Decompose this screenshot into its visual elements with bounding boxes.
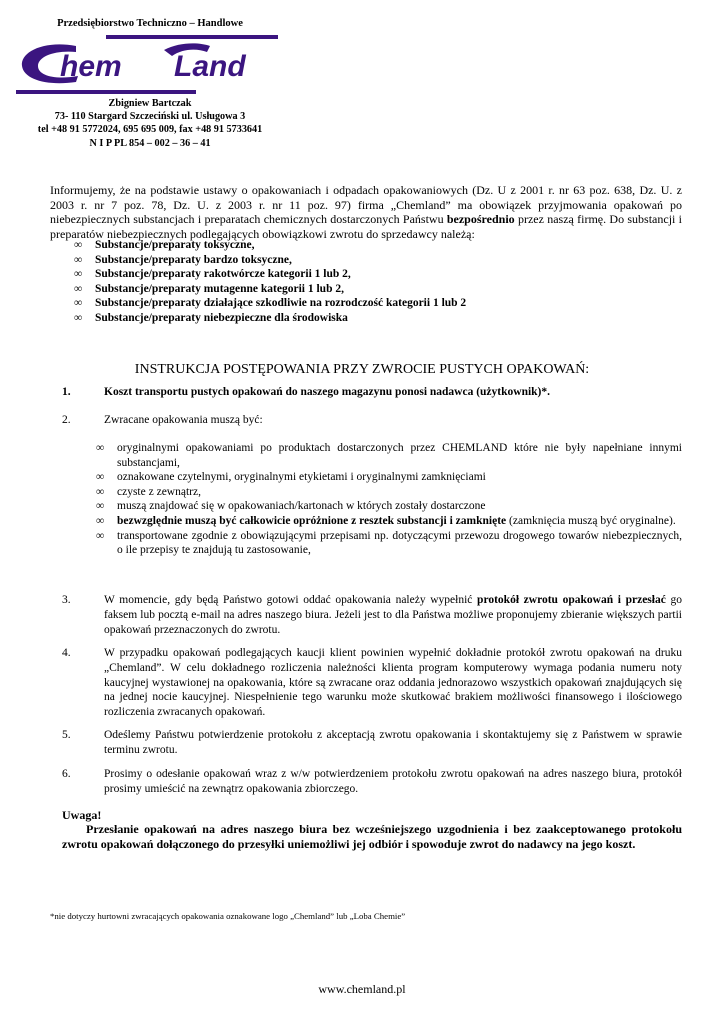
substance-label: Substancje/preparaty mutagenne kategorii 1 lub 2,: [95, 282, 344, 295]
list-item: [74, 296, 674, 311]
item-number: 1.: [62, 386, 71, 398]
substance-label: Substancje/preparaty rakotwórcze kategorii 1 lub 2,: [95, 268, 351, 281]
logo-text-hem: hem: [60, 50, 122, 83]
item-number: 6.: [62, 768, 71, 780]
condition-text-bold: bezwzględnie muszą być całkowicie opróżnione z resztek substancji i zamknięte: [117, 514, 507, 527]
condition-text: czyste z zewnątrz,: [117, 485, 201, 498]
company-info: [20, 97, 280, 150]
company-address: 73- 110 Stargard Szczeciński ul. Usługowa 3: [54, 111, 246, 123]
condition-text: oryginalnymi opakowaniami po produktach dostarczonych przez CHEMLAND które nie były napełniane innymi substancjami,: [117, 442, 682, 469]
item-text-part: go faksem lub pocztą e-mail na adres naszego biura. Jeżeli jest to dla Państwa możliwe proponujemy zbieranie większych partii opakowań przeznaczonych do zwrotu.: [104, 594, 682, 636]
instruction-item-3: [62, 593, 682, 639]
substance-label: Substancje/preparaty niebezpieczne dla środowiska: [95, 311, 348, 324]
substance-label: Substancje/preparaty bardzo toksyczne,: [95, 253, 292, 266]
condition-text: transportowane zgodnie z obowiązującymi przepisami np. dotyczącymi przewozu drogowego towarów niebezpiecznych, o ile przepisy te znajdują tu zastosowanie,: [117, 529, 682, 557]
item-text: Koszt transportu pustych opakowań do naszego magazynu ponosi nadawca (użytkownik)*.: [104, 386, 551, 398]
list-item: [74, 282, 674, 297]
list-item: [96, 529, 682, 558]
website-link[interactable]: www.chemland.pl: [318, 982, 406, 996]
condition-text: (zamknięcia muszą być oryginalne).: [506, 514, 676, 527]
list-item: [96, 514, 682, 529]
infinity-bullet-icon: ∞: [74, 282, 83, 295]
item-text-part: W momencie, gdy będą Państwo gotowi oddać opakowania należy wypełnić: [104, 594, 478, 606]
infinity-bullet-icon: ∞: [74, 253, 83, 266]
company-type: Przedsiębiorstwo Techniczno – Handlowe: [57, 18, 243, 29]
item-text: Prosimy o odesłanie opakowań wraz z w/w potwierdzeniem protokołu zwrotu opakowań na adres naszego biura, protokół prosimy umieścić na zewnątrz opakowania zbiorczego.: [104, 768, 682, 795]
substance-label: Substancje/preparaty toksyczne,: [95, 239, 255, 251]
intro-text-bold: bezpośrednio: [446, 212, 515, 227]
list-item: [74, 267, 674, 282]
list-item: [96, 499, 682, 514]
warning-title: Uwaga!: [62, 808, 102, 822]
infinity-bullet-icon: ∞: [74, 268, 83, 281]
condition-text: oznakowane czytelnymi, oryginalnymi etykietami i oryginalnymi zamknięciami: [117, 471, 486, 484]
list-item: [74, 238, 674, 253]
infinity-bullet-icon: ∞: [96, 471, 105, 484]
owner-name: Zbigniew Bartczak: [108, 98, 192, 109]
item-text-bold: protokół zwrotu opakowań i przesłać: [477, 594, 666, 606]
intro-text-2: przez naszą firmę. Do substancji i preparatów niebezpiecznych podlegających obowiązkowi zwrotu do sprzedawcy należą:: [50, 212, 682, 241]
instructions-title: INSTRUKCJA POSTĘPOWANIA PRZY ZWROCIE PUSTYCH OPAKOWAŃ:: [134, 362, 590, 377]
instruction-item-4: [62, 646, 682, 722]
item-text: [104, 593, 682, 637]
infinity-bullet-icon: ∞: [96, 442, 105, 454]
infinity-bullet-icon: ∞: [96, 500, 105, 513]
list-item: [74, 253, 674, 268]
company-phones: tel +48 91 5772024, 695 695 009, fax +48 91 5733641: [37, 124, 263, 136]
item-text: Odeślemy Państwu potwierdzenie protokołu z akceptacją zwrotu opakowania i skontaktujemy się z Państwem w sprawie terminu zwrotu.: [104, 729, 682, 756]
logo-stripe-top: [106, 35, 278, 39]
infinity-bullet-icon: ∞: [96, 485, 105, 498]
instruction-item-5: [62, 728, 682, 758]
intro-text-1: Informujemy, że na podstawie ustawy o opakowaniach i odpadach opakowaniowych (Dz. U z 2001 r. nr 63 poz. 638, Dz. U. z 2003 r. nr 7 poz. 78, Dz. U. z 2003 r. nr 11 poz. 97) firma „Chemland” ma obowiązek przyjmowania opakowań po niebezpiecznych substancjach i preparatach chemicznych dostarczonych Państwu: [50, 183, 682, 227]
substance-label: Substancje/preparaty działające szkodliwie na rozrodczość kategorii 1 lub 2: [95, 297, 467, 310]
footnote: *nie dotyczy hurtowni zwracających opakowania oznakowane logo „Chemland” lub „Loba Chemie”: [50, 911, 406, 921]
list-item: [96, 485, 682, 500]
conditions-list: [96, 441, 682, 558]
infinity-bullet-icon: ∞: [96, 514, 105, 527]
item-text: W przypadku opakowań podlegających kaucji klient powinien wypełnić dokładnie protokół zwrotu opakowań na druku „Chemland”. W celu dokładnego rozliczenia należności klienta program komputerowy wymaga podania numeru noty kaucyjnej wystawionej na opakowania, które są zwracane oraz oddania jednorazowo wszystkich opakowań znajdujących się na jednej nocie kaucyjnej. Niespełnienie tego warunku może skutkować brakiem możliwości finansowego i ilościowego rozliczenia zwracanych opakowań.: [104, 647, 682, 719]
intro-paragraph: [50, 183, 682, 241]
item-number: 3.: [62, 594, 71, 606]
item-number: 5.: [62, 729, 71, 741]
substances-list: [74, 238, 674, 326]
list-item: [96, 470, 682, 485]
list-item: [96, 441, 682, 470]
infinity-bullet-icon: ∞: [74, 311, 83, 324]
instruction-item-2: [62, 413, 682, 429]
chemland-logo: [14, 30, 284, 98]
infinity-bullet-icon: ∞: [74, 239, 83, 251]
condition-text: muszą znajdować się w opakowaniach/kartonach w których zostały dostarczone: [117, 500, 486, 513]
item-text: Zwracane opakowania muszą być:: [104, 414, 263, 426]
item-number: 4.: [62, 647, 71, 659]
warning-text: Przesłanie opakowań na adres naszego biura bez wcześniejszego uzgodnienia i bez zaakceptowanego protokołu zwrotu opakowań dołączonego do przesyłki uniemożliwi jej odbiór i spowoduje zwrot do nadawcy na jego koszt.: [62, 822, 682, 851]
infinity-bullet-icon: ∞: [96, 529, 105, 542]
instruction-item-6: [62, 767, 682, 797]
instruction-item-1: [62, 385, 682, 401]
logo-text-land: Land: [174, 50, 246, 83]
company-nip: N I P PL 854 – 002 – 36 – 41: [89, 137, 211, 149]
list-item: [74, 311, 674, 326]
logo-stripe-bottom: [16, 90, 196, 94]
item-number: 2.: [62, 414, 71, 426]
infinity-bullet-icon: ∞: [74, 297, 83, 310]
